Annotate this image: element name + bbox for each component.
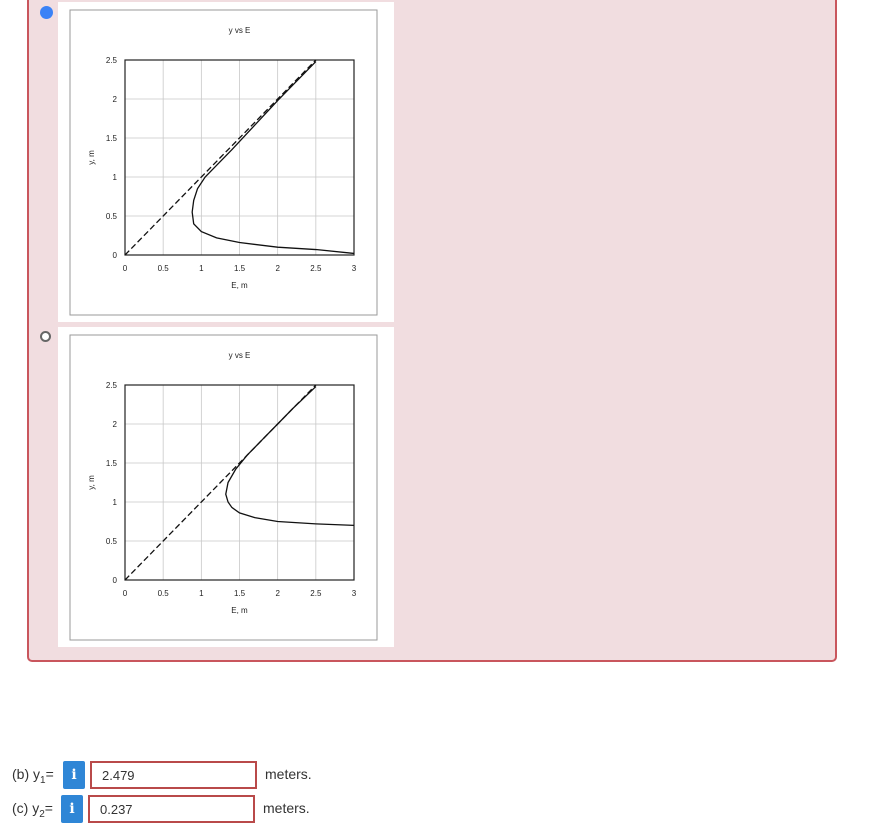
y-tick-label: 0: [112, 251, 117, 260]
y-tick-label: 1: [112, 173, 117, 182]
answer-b-subscript: 1: [40, 774, 46, 786]
x-tick-label: 2: [275, 264, 280, 273]
option-1-radio[interactable]: [40, 6, 53, 19]
answer-c-label: [12, 800, 53, 820]
x-tick-label: 2.5: [310, 589, 322, 598]
x-tick-label: 2.5: [310, 264, 322, 273]
answer-c-label-prefix: (c) y: [12, 800, 40, 816]
x-tick-label: 3: [351, 264, 357, 273]
answer-row-c: [0, 794, 870, 826]
option-2-radio[interactable]: [40, 331, 51, 342]
y-tick-label: 2: [112, 95, 117, 104]
y-tick-label: 2: [112, 420, 117, 429]
option-2-figure: [58, 327, 394, 647]
x-tick-label: 0: [122, 264, 128, 273]
y-tick-label: 2.5: [105, 381, 117, 390]
y-tick-label: 1.5: [105, 459, 117, 468]
y-tick-label: 0: [112, 576, 117, 585]
info-icon[interactable]: i: [61, 795, 83, 823]
option-1-chart: [58, 2, 394, 322]
x-tick-label: 0: [122, 589, 128, 598]
y-axis-label: y, m: [87, 475, 96, 490]
y-tick-label: 1.5: [105, 134, 117, 143]
y-tick-label: 0.5: [105, 537, 117, 546]
y-tick-label: 2.5: [105, 56, 117, 65]
answer-b-label-prefix: (b) y: [12, 766, 40, 782]
x-tick-label: 0.5: [157, 264, 169, 273]
x-tick-label: 1.5: [233, 264, 246, 273]
answer-b-label: [12, 766, 54, 786]
chart-title: y vs E: [228, 26, 251, 35]
x-tick-label: 1: [199, 264, 204, 273]
answer-c-input[interactable]: [88, 795, 255, 823]
option-2-chart: [58, 327, 394, 647]
x-tick-label: 1.5: [233, 589, 246, 598]
chart-title: y vs E: [228, 351, 251, 360]
answer-c-subscript: 2: [39, 808, 45, 820]
answer-c-label-suffix: =: [44, 800, 53, 816]
x-tick-label: 1: [199, 589, 204, 598]
y-tick-label: 1: [112, 498, 117, 507]
x-tick-label: 2: [275, 589, 280, 598]
answer-b-label-suffix: =: [45, 766, 54, 782]
answer-b-unit: meters.: [265, 766, 312, 782]
x-tick-label: 3: [351, 589, 357, 598]
option-1-figure: [58, 2, 394, 322]
answer-b-input[interactable]: [90, 761, 257, 789]
x-tick-label: 0.5: [157, 589, 169, 598]
x-axis-label: E, m: [231, 606, 248, 615]
answer-c-unit: meters.: [263, 800, 310, 816]
x-axis-label: E, m: [231, 281, 248, 290]
info-icon[interactable]: i: [63, 761, 85, 789]
answer-row-b: [0, 760, 870, 792]
y-tick-label: 0.5: [105, 212, 117, 221]
y-axis-label: y, m: [87, 150, 96, 165]
